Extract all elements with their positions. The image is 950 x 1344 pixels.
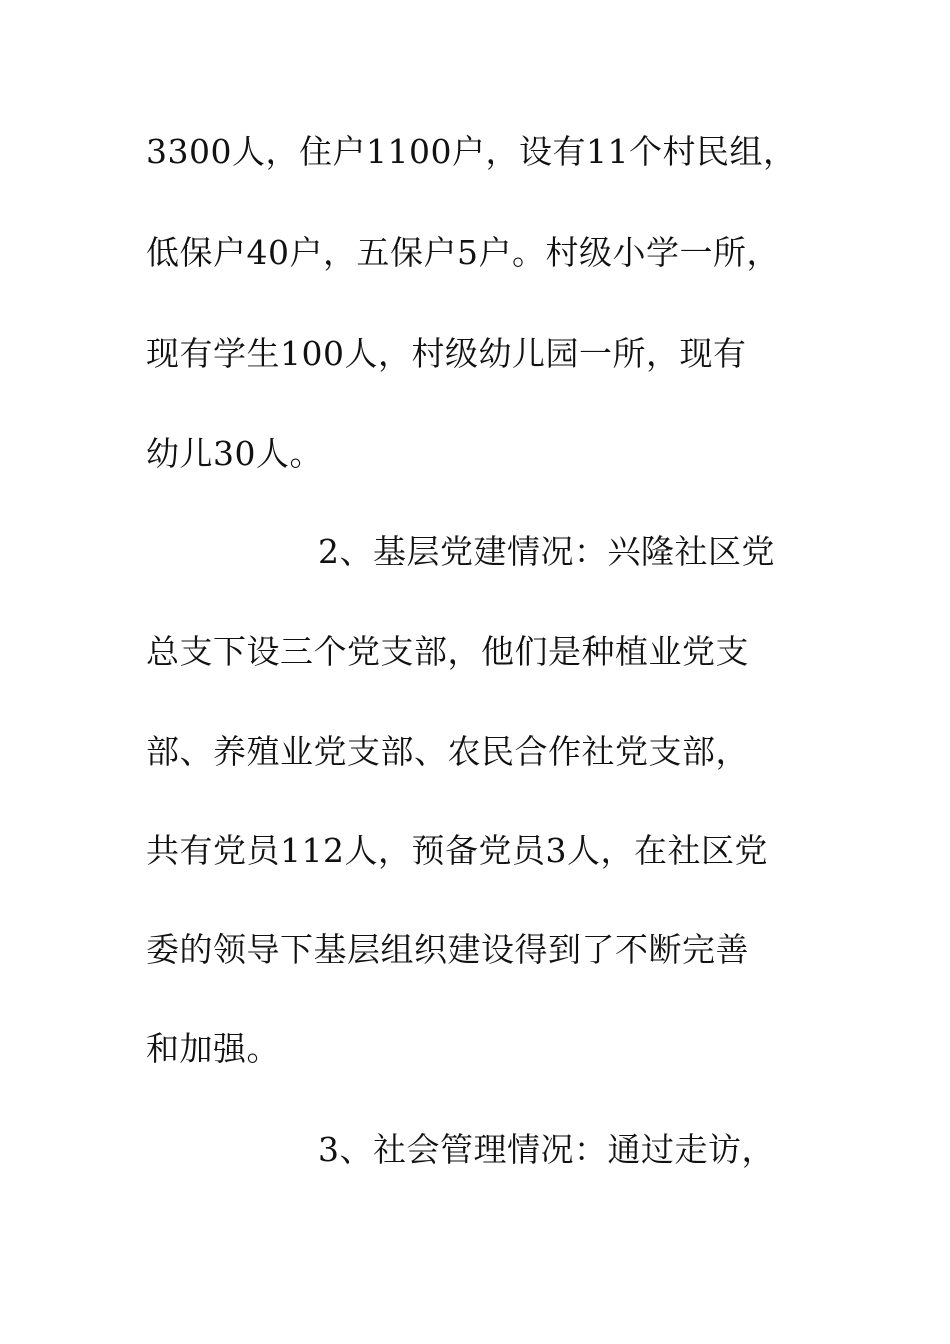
paragraph-1-line-3: 现有学生100人，村级幼儿园一所，现有 <box>146 334 747 373</box>
paragraph-2-line-5: 委的领导下基层组织建设得到了不断完善 <box>146 930 749 969</box>
paragraph-3-line-1: 3、社会管理情况：通过走访， <box>318 1130 775 1169</box>
paragraph-1-line-2: 低保户40户，五保户5户。村级小学一所， <box>146 233 780 272</box>
paragraph-2-line-2: 总支下设三个党支部，他们是种植业党支 <box>146 632 749 671</box>
paragraph-2-line-4: 共有党员112人，预备党员3人，在社区党 <box>146 831 768 870</box>
paragraph-1-line-4: 幼儿30人。 <box>146 434 323 473</box>
paragraph-2-line-1: 2、基层党建情况：兴隆社区党 <box>318 532 775 571</box>
paragraph-2-line-3: 部、养殖业党支部、农民合作社党支部， <box>146 732 749 771</box>
paragraph-1-line-1: 3300人，住户1100户，设有11个村民组， <box>146 132 797 171</box>
paragraph-2-line-6: 和加强。 <box>146 1029 280 1068</box>
